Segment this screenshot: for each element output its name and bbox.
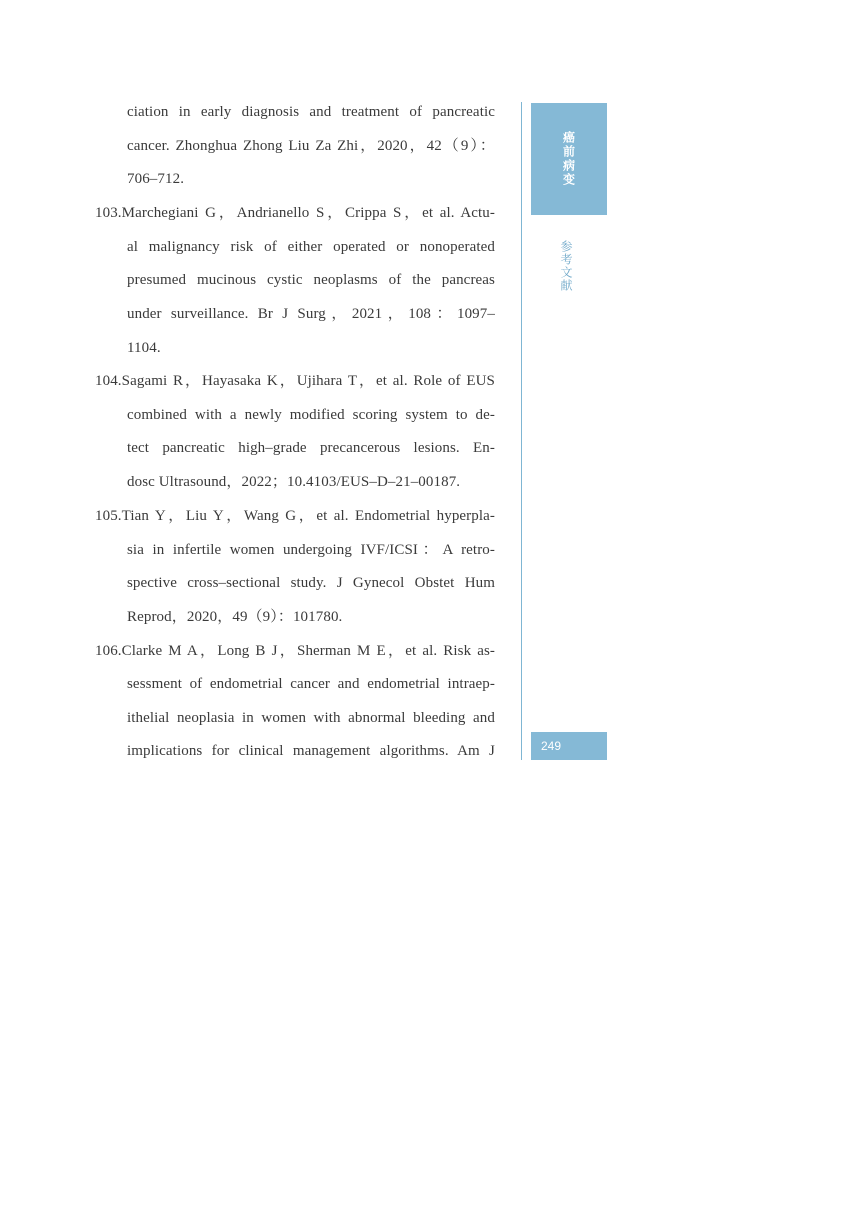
reference-line: 1104. [127, 340, 161, 356]
reference-line: combined with a newly modified scoring system to de- [127, 407, 495, 423]
reference-line: 706–712. [127, 171, 185, 187]
reference-line: under surveillance. Br J Surg，2021，108：1097– [127, 306, 495, 322]
reference-line: dosc Ultrasound，2022；10.4103/EUS–D–21–00187. [127, 474, 461, 490]
reference-line: Reprod，2020，49（9）：101780. [127, 609, 343, 625]
reference-line: 103.Marchegiani G，Andrianello S，Crippa S，et al. Actu- [95, 205, 495, 221]
chapter-tab [531, 103, 607, 215]
reference-line: tect pancreatic high–grade precancerous lesions. En- [127, 440, 495, 456]
reference-line: cancer. Zhonghua Zhong Liu Za Zhi，2020，42（9）： [127, 138, 495, 154]
section-tab-label: 参考文献 [559, 240, 573, 292]
margin-divider [521, 102, 522, 760]
reference-line: ciation in early diagnosis and treatment of pancreatic [127, 104, 495, 120]
reference-line: ithelial neoplasia in women with abnormal bleeding and [127, 710, 495, 726]
reference-line: 104.Sagami R，Hayasaka K，Ujihara T，et al. Role of EUS [95, 373, 495, 389]
page-number: 249 [531, 732, 607, 760]
reference-line: sia in infertile women undergoing IVF/ICSI：A retro- [127, 542, 495, 558]
reference-line: presumed mucinous cystic neoplasms of the pancreas [127, 272, 495, 288]
reference-line: spective cross–sectional study. J Gynecol Obstet Hum [127, 575, 495, 591]
chapter-tab-label: 癌前病变 [561, 131, 576, 187]
reference-line: 105.Tian Y，Liu Y，Wang G，et al. Endometrial hyperpla- [95, 508, 495, 524]
reference-line: sessment of endometrial cancer and endometrial intraep- [127, 676, 495, 692]
reference-line: 106.Clarke M A，Long B J，Sherman M E，et al. Risk as- [95, 643, 495, 659]
reference-line: implications for clinical management algorithms. Am J [127, 743, 495, 759]
reference-line: al malignancy risk of either operated or nonoperated [127, 239, 495, 255]
